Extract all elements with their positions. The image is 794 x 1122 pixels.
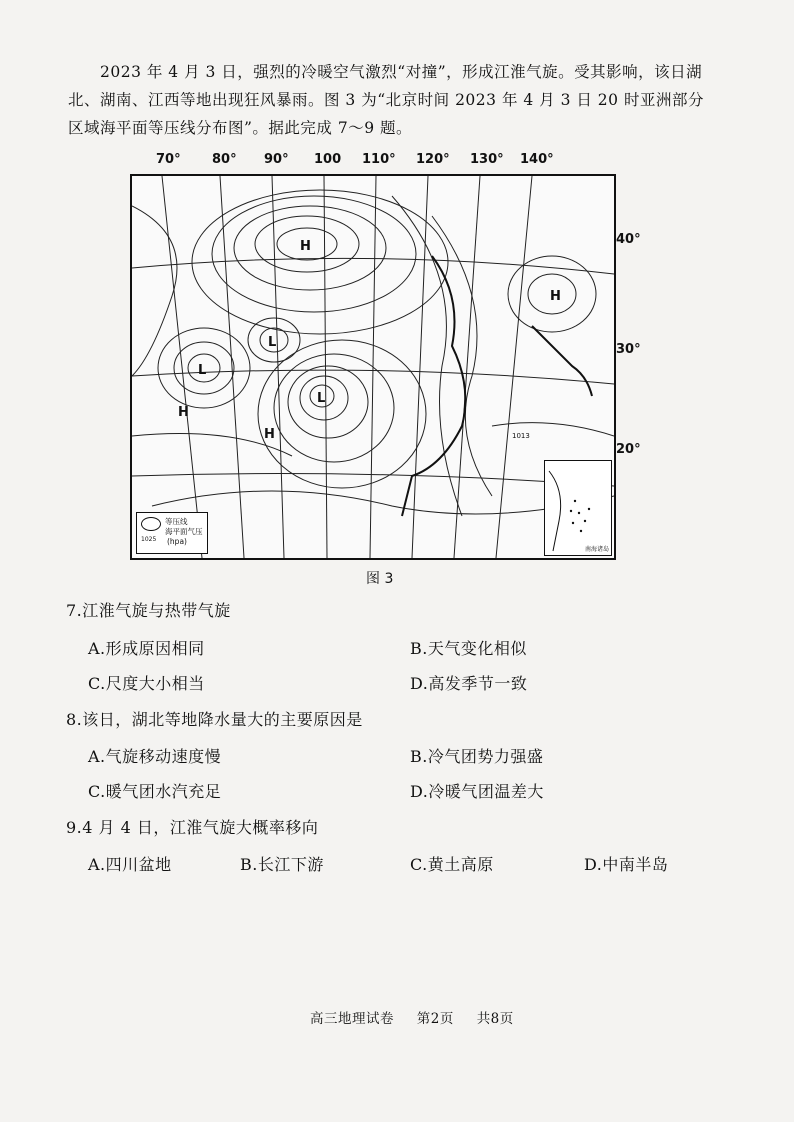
- longitude-label: 110°: [362, 152, 396, 167]
- legend-isobar-label: 等压线: [165, 517, 188, 526]
- latitude-label: 30°: [616, 342, 641, 357]
- legend-unit: (hpa): [167, 537, 187, 546]
- question-8-option-b[interactable]: B.冷气团势力强盛: [410, 747, 544, 766]
- footer-page-number: 第2页: [416, 1011, 454, 1027]
- intro-paragraph: 2023 年 4 月 3 日，强烈的冷暖空气激烈“对撞”，形成江淮气旋。受其影响，该日湖北、湖南、江西等地出现狂风暴雨。图 3 为“北京时间 2023 年 4 月 3 日 20 时亚洲部分区域海平面等压线分布图”。据此完成 7～9 题。: [68, 63, 704, 137]
- question-7-option-b[interactable]: B.天气变化相似: [410, 639, 527, 658]
- question-9-option-c[interactable]: C.黄土高原: [410, 855, 494, 874]
- question-7-option-c[interactable]: C.尺度大小相当: [88, 674, 205, 693]
- question-9-stem: 9.4 月 4 日，江淮气旋大概率移向: [66, 818, 319, 837]
- question-8-stem: 8.该日，湖北等地降水量大的主要原因是: [66, 710, 363, 729]
- high-pressure-mark: H: [264, 427, 275, 442]
- south-china-sea-inset: [544, 460, 612, 556]
- question-9-option-b[interactable]: B.长江下游: [240, 855, 324, 874]
- question-7-option-d[interactable]: D.高发季节一致: [410, 674, 528, 693]
- longitude-label: 70°: [156, 152, 181, 167]
- high-pressure-mark: H: [550, 289, 561, 304]
- inset-label: 南海诸岛: [584, 546, 609, 553]
- map-legend: [136, 512, 208, 554]
- longitude-label: 130°: [470, 152, 504, 167]
- low-pressure-mark: L: [268, 335, 277, 350]
- isobar-map-figure: [130, 152, 642, 560]
- footer-title: 高三地理试卷: [310, 1011, 394, 1027]
- footer-total-pages: 共8页: [476, 1011, 514, 1027]
- legend-pressure-label: 海平面气压: [165, 527, 203, 536]
- map-frame: [130, 174, 616, 560]
- low-pressure-mark: L: [317, 391, 326, 406]
- inset-map: [545, 461, 611, 555]
- question-8-option-d[interactable]: D.冷暖气团温差大: [410, 782, 544, 801]
- question-8-option-a[interactable]: A.气旋移动速度慢: [88, 747, 222, 766]
- low-pressure-mark: L: [198, 363, 207, 378]
- page-footer: [310, 1007, 532, 1027]
- legend-value: 1025: [141, 536, 157, 543]
- longitude-label: 120°: [416, 152, 450, 167]
- question-9-option-a[interactable]: A.四川盆地: [88, 855, 172, 874]
- longitude-label: 140°: [520, 152, 554, 167]
- question-7-stem: 7.江淮气旋与热带气旋: [66, 601, 231, 620]
- longitude-label: 90°: [264, 152, 289, 167]
- isobar-legend-symbol: [141, 517, 161, 531]
- question-7-option-a[interactable]: A.形成原因相同: [88, 639, 205, 658]
- latitude-label: 20°: [616, 442, 641, 457]
- longitude-label: 80°: [212, 152, 237, 167]
- latitude-label: 40°: [616, 232, 641, 247]
- question-9-option-d[interactable]: D.中南半岛: [584, 855, 669, 874]
- figure-caption: 图 3: [366, 571, 394, 587]
- isobar-value-label: 1013: [512, 432, 530, 440]
- longitude-label: 100: [314, 152, 342, 167]
- high-pressure-mark: H: [300, 239, 311, 254]
- isobar-map: [132, 176, 614, 558]
- high-pressure-mark: H: [178, 405, 189, 420]
- question-8-option-c[interactable]: C.暖气团水汽充足: [88, 782, 222, 801]
